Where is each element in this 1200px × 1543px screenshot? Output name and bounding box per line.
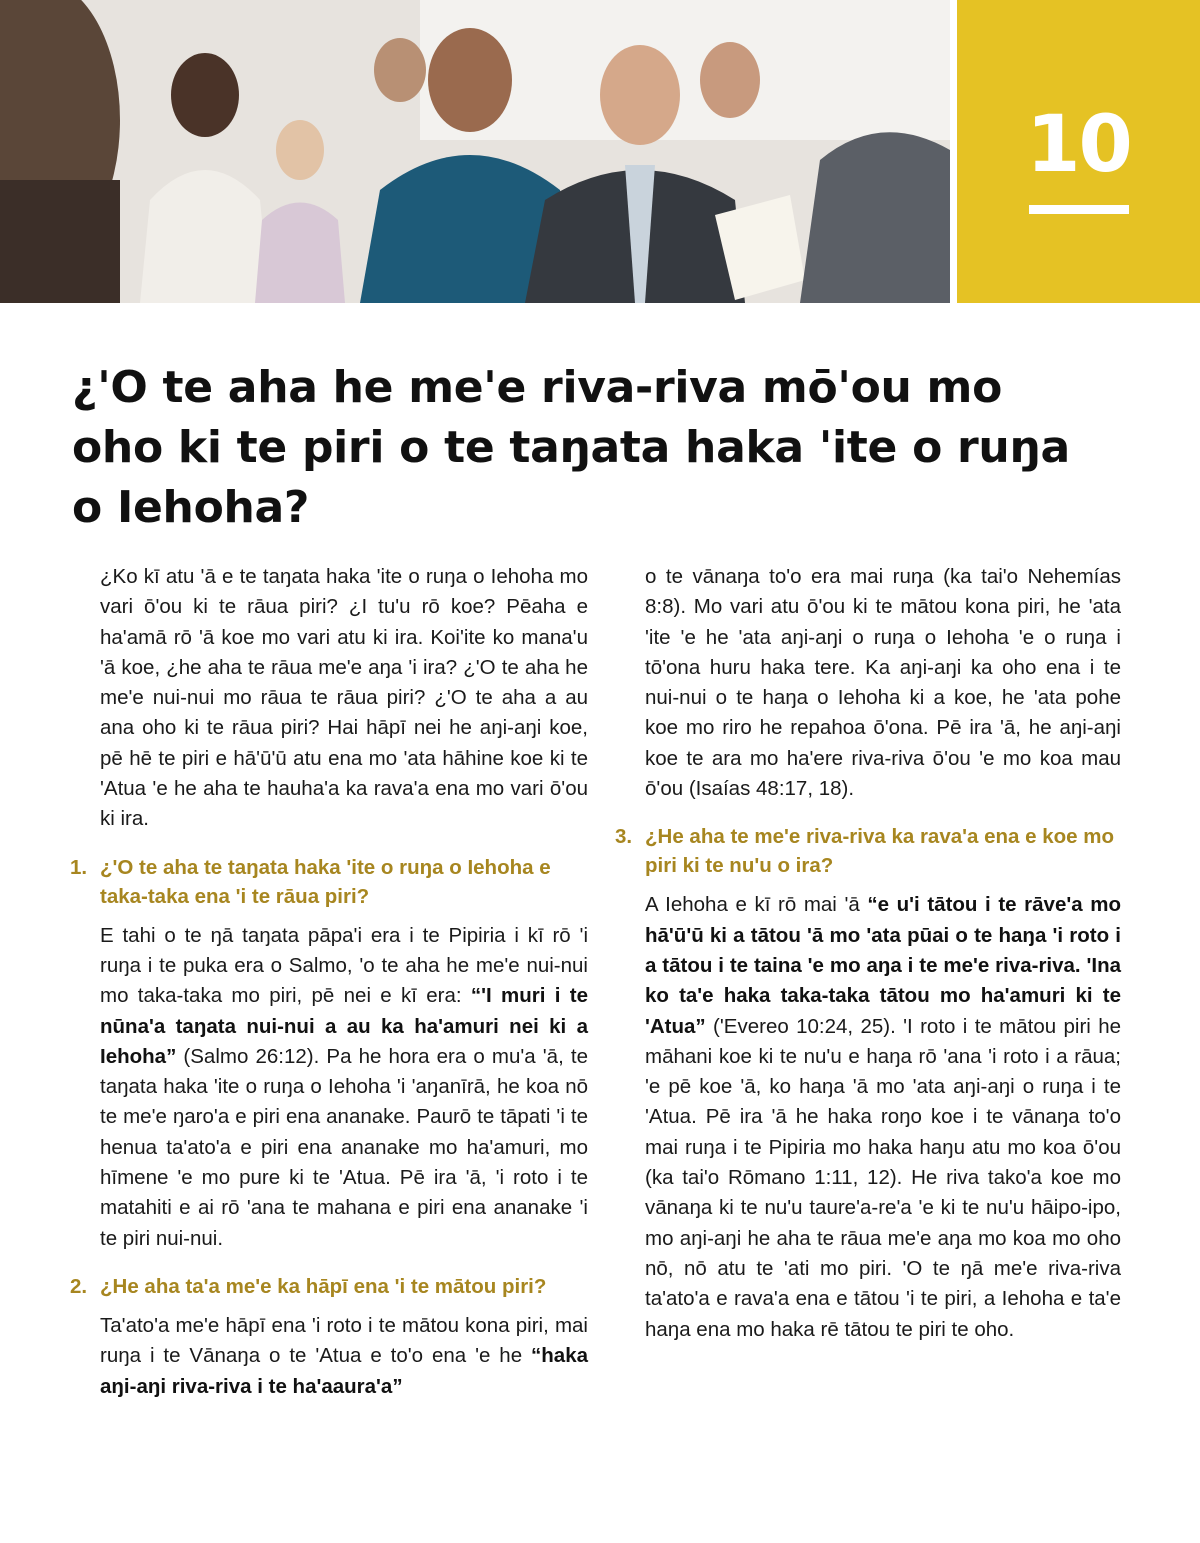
congregation-photo-illustration <box>0 0 950 303</box>
answer-3-quote: “e u'i tātou i te rāve'a mo hā'ū'ū ki a tātou 'ā mo 'ata pūai o te haŋa 'i roto i a tātou i te taina 'e mo aŋa i te me'e riva-riva. 'Ina ko ta'e haka taka-taka tātou mo ha'amuri ki te 'Atua” <box>645 893 1121 1038</box>
question-2 <box>70 1272 588 1301</box>
answer-1-paragraph <box>100 921 588 1254</box>
answer-2-text-a: Ta'ato'a me'e hāpī ena 'i roto i te mātou kona piri, mai ruŋa i te Vānaŋa o te 'Atua e to'o ena 'e he <box>100 1313 588 1368</box>
intro-paragraph: ¿Ko kī atu 'ā e te taŋata haka 'ite o ruŋa o Iehoha mo vari ō'ou ki te rāua piri? ¿I tu'u rō koe? Pēaha e ha'amā rō 'ā koe mo vari atu ki ira. Koi'ite ko mana'u 'ā koe, ¿he aha te rāua me'e aŋa 'i ira? ¿'O te aha he me'e nui-nui mo rāua te rāua piri? ¿'O te aha a au ana oho ki te rāua piri? Hai hāpī nei he aŋi-aŋi koe, pē hē te piri e hā'ū'ū atu ena mo 'ata hāhine koe ki te 'Atua 'e he aha te hauha'a ka rava'a ena mo vari ō'ou ki ira. <box>100 565 588 831</box>
answer-1-text-a: E tahi o te ŋā taŋata pāpa'i era i te Pipiria i kī rō 'i ruŋa i te puka era o Salmo, 'o te aha he me'e nui-nui mo taka-taka mo piri, pē nei e kī era: <box>100 923 588 1008</box>
question-3-text: ¿He aha te me'e riva-riva ka rava'a ena e koe mo piri ki te nu'u o ira? <box>645 825 1114 878</box>
question-2-text: ¿He aha ta'a me'e ka hāpī ena 'i te mātou piri? <box>100 1274 547 1298</box>
lesson-number-badge <box>957 0 1200 303</box>
question-3-number: 3. <box>615 825 633 849</box>
question-3 <box>615 822 1121 880</box>
answer-2-paragraph-continued: o te vānaŋa to'o era mai ruŋa (ka tai'o Nehemías 8:8). Mo vari atu ō'ou ki te mātou kona piri, he 'ata 'ite 'e he 'ata aŋi-aŋi o ruŋa o Iehoha 'e o ruŋa i tō'ona huru haka tere. Ka aŋi-aŋi ka oho ena i te nui-nui o te haŋa o Iehoha ki a koe, he 'ata pohe koe mo riro he repahoa ō'ona. Pē ira 'ā, he aŋi-aŋi koe te ara mo ha'ere riva-riva ō'ou 'e mo koa mau ō'ou (Isaías 48:17, 18). <box>645 565 1121 801</box>
lesson-title: ¿'O te aha he me'e riva-riva mō'ou mo oho ki te piri o te taŋata haka 'ite o ruŋa o Iehoha? <box>72 362 1070 533</box>
answer-3-text-b: ('Evereo 10:24, 25). 'I roto i te mātou piri he māhani koe ki te nu'u e haŋa rō 'ana 'i roto i a rāua; 'e pē koe 'ā, ko haŋa 'ā mo 'ata aŋi-aŋi o ruŋa i te 'Atua. Pē ira 'ā he haka roŋo koe i te vānaŋa to'o mai ruŋa i te Pipiria mo haka haŋu atu mo koa ō'ou (ka tai'o Rōmano 1:11, 12). He riva tako'a koe mo vānaŋa ki te nu'u taure'a-re'a 'e ki te nu'u hāipo-ipo, mo aŋi-aŋi he aha te rāua me'e aŋa mo koa mo oho nō, nō atu te 'ati mo piri. 'O te ŋā me'e riva-riva ta'ato'a e rava'a ena e tātou 'i te piri, a Iehoha e ta'e haŋa ena mo haka rē tātou te piri te oho. <box>645 1014 1121 1341</box>
question-1-text: ¿'O te aha te taŋata haka 'ite o ruŋa o Iehoha e taka-taka ena 'i te rāua piri? <box>100 855 551 908</box>
right-column <box>615 562 1121 1345</box>
answer-2-quote: “haka aŋi-aŋi riva-riva i te ha'aaura'a” <box>100 1344 588 1398</box>
answer-3-paragraph <box>645 890 1121 1344</box>
left-column <box>70 562 588 1402</box>
answer-3-text-a: A Iehoha e kī rō mai 'ā <box>645 893 868 917</box>
question-2-number: 2. <box>70 1274 88 1298</box>
question-1-number: 1. <box>70 855 88 879</box>
answer-2-paragraph-start <box>100 1311 588 1402</box>
lesson-number: 10 <box>1026 100 1131 190</box>
question-1 <box>70 853 588 911</box>
header-photo <box>0 0 950 303</box>
badge-underline <box>1029 205 1129 214</box>
answer-1-quote: “'I muri i te nūna'a taŋata nui-nui a au ka ha'amuri nei ki a Iehoha” <box>100 984 588 1068</box>
answer-1-text-b: (Salmo 26:12). Pa he hora era o mu'a 'ā, te taŋata haka 'ite o ruŋa o Iehoha 'i 'aŋanīrā, he koa nō te me'e ŋaro'a e piri ena ananake. Paurō te tāpati 'i te henua ta'ato'a e piri ena ananake mo ha'amuri, mo hīmene 'e mo pure ki te 'Atua. Pē ira 'ā, 'i roto i te matahiti e ai rō 'ana te mahana e piri ena ananake 'i te piri nui-nui. <box>100 1044 588 1250</box>
